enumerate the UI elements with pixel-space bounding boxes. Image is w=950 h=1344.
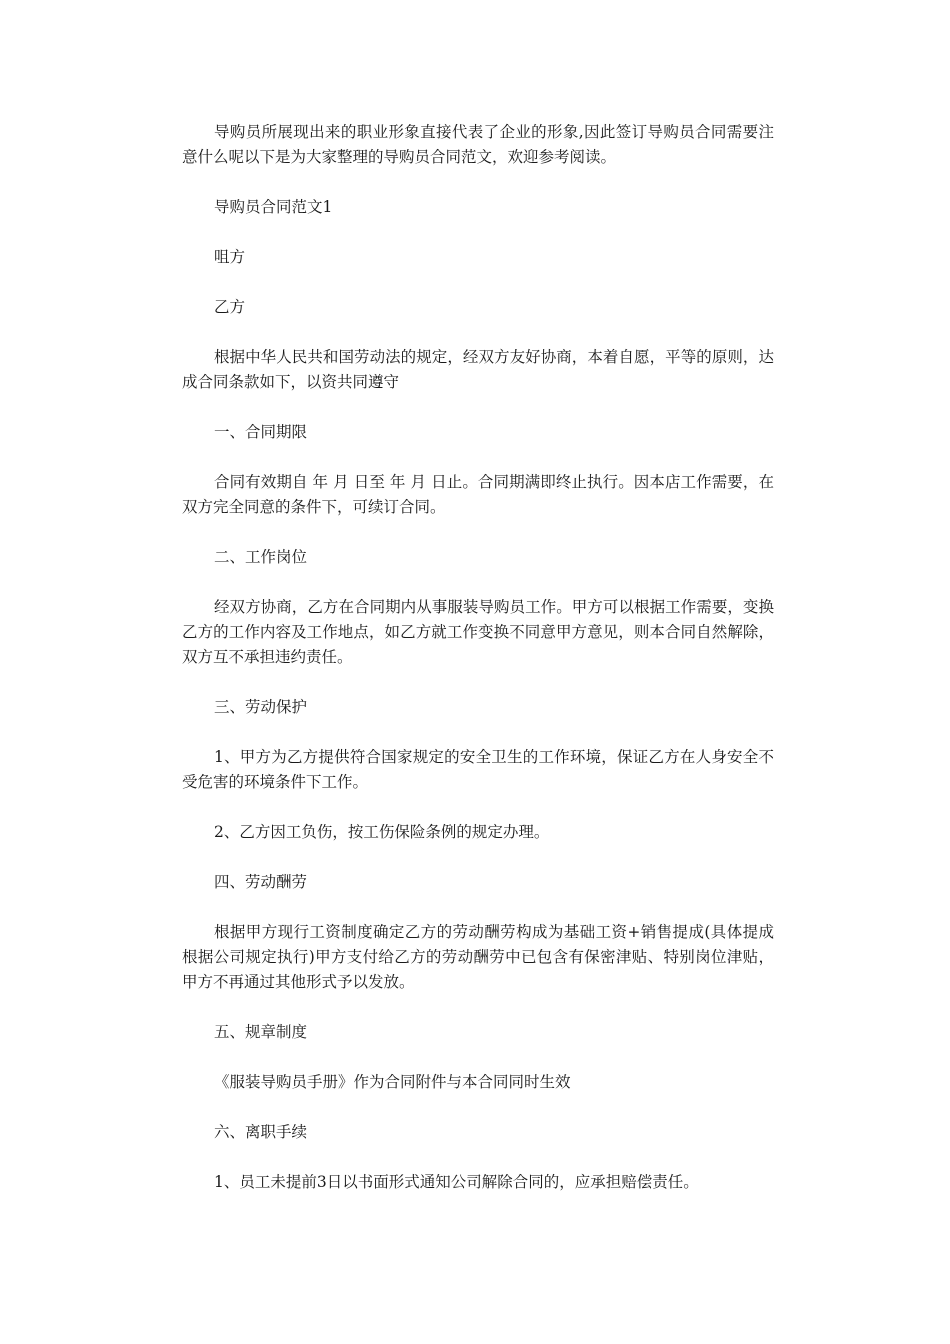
section-heading-resignation: 六、离职手续: [214, 1123, 308, 1141]
party-a-label: 咀方: [214, 248, 246, 266]
section-heading-protection: 三、劳动保护: [214, 698, 308, 716]
resignation-clause-1: 1、员工未提前3日以书面形式通知公司解除合同的，应承担赔偿责任。: [214, 1173, 699, 1191]
section-heading-term: 一、合同期限: [214, 423, 308, 441]
section-heading-remuneration: 四、劳动酬劳: [214, 873, 308, 891]
party-b-label: 乙方: [214, 298, 246, 316]
intro-paragraph: 导购员所展现出来的职业形象直接代表了企业的形象,因此签订导购员合同需要注意什么呢以下是为大家整理的导购员合同范文，欢迎参考阅读。: [182, 123, 774, 166]
section-heading-rules: 五、规章制度: [214, 1023, 308, 1041]
contract-title: 导购员合同范文1: [214, 198, 333, 216]
document-body: [182, 120, 774, 1220]
protection-clause-2: 2、乙方因工负伤，按工伤保险条例的规定办理。: [214, 823, 550, 841]
section-heading-position: 二、工作岗位: [214, 548, 308, 566]
section-body-position: 经双方协商，乙方在合同期内从事服装导购员工作。甲方可以根据工作需要，变换乙方的工作内容及工作地点，如乙方就工作变换不同意甲方意见，则本合同自然解除，双方互不承担违约责任。: [182, 598, 774, 666]
section-body-term: 合同有效期自 年 月 日至 年 月 日止。合同期满即终止执行。因本店工作需要，在双方完全同意的条件下，可续订合同。: [182, 473, 774, 516]
preamble-paragraph: 根据中华人民共和国劳动法的规定，经双方友好协商，本着自愿，平等的原则，达成合同条款如下，以资共同遵守: [182, 348, 774, 391]
section-body-remuneration: 根据甲方现行工资制度确定乙方的劳动酬劳构成为基础工资+销售提成(具体提成根据公司规定执行)甲方支付给乙方的劳动酬劳中已包含有保密津贴、特别岗位津贴，甲方不再通过其他形式予以发放。: [182, 923, 774, 991]
protection-clause-1: 1、甲方为乙方提供符合国家规定的安全卫生的工作环境，保证乙方在人身安全不受危害的环境条件下工作。: [182, 748, 774, 791]
section-body-rules: 《服装导购员手册》作为合同附件与本合同同时生效: [214, 1073, 571, 1091]
